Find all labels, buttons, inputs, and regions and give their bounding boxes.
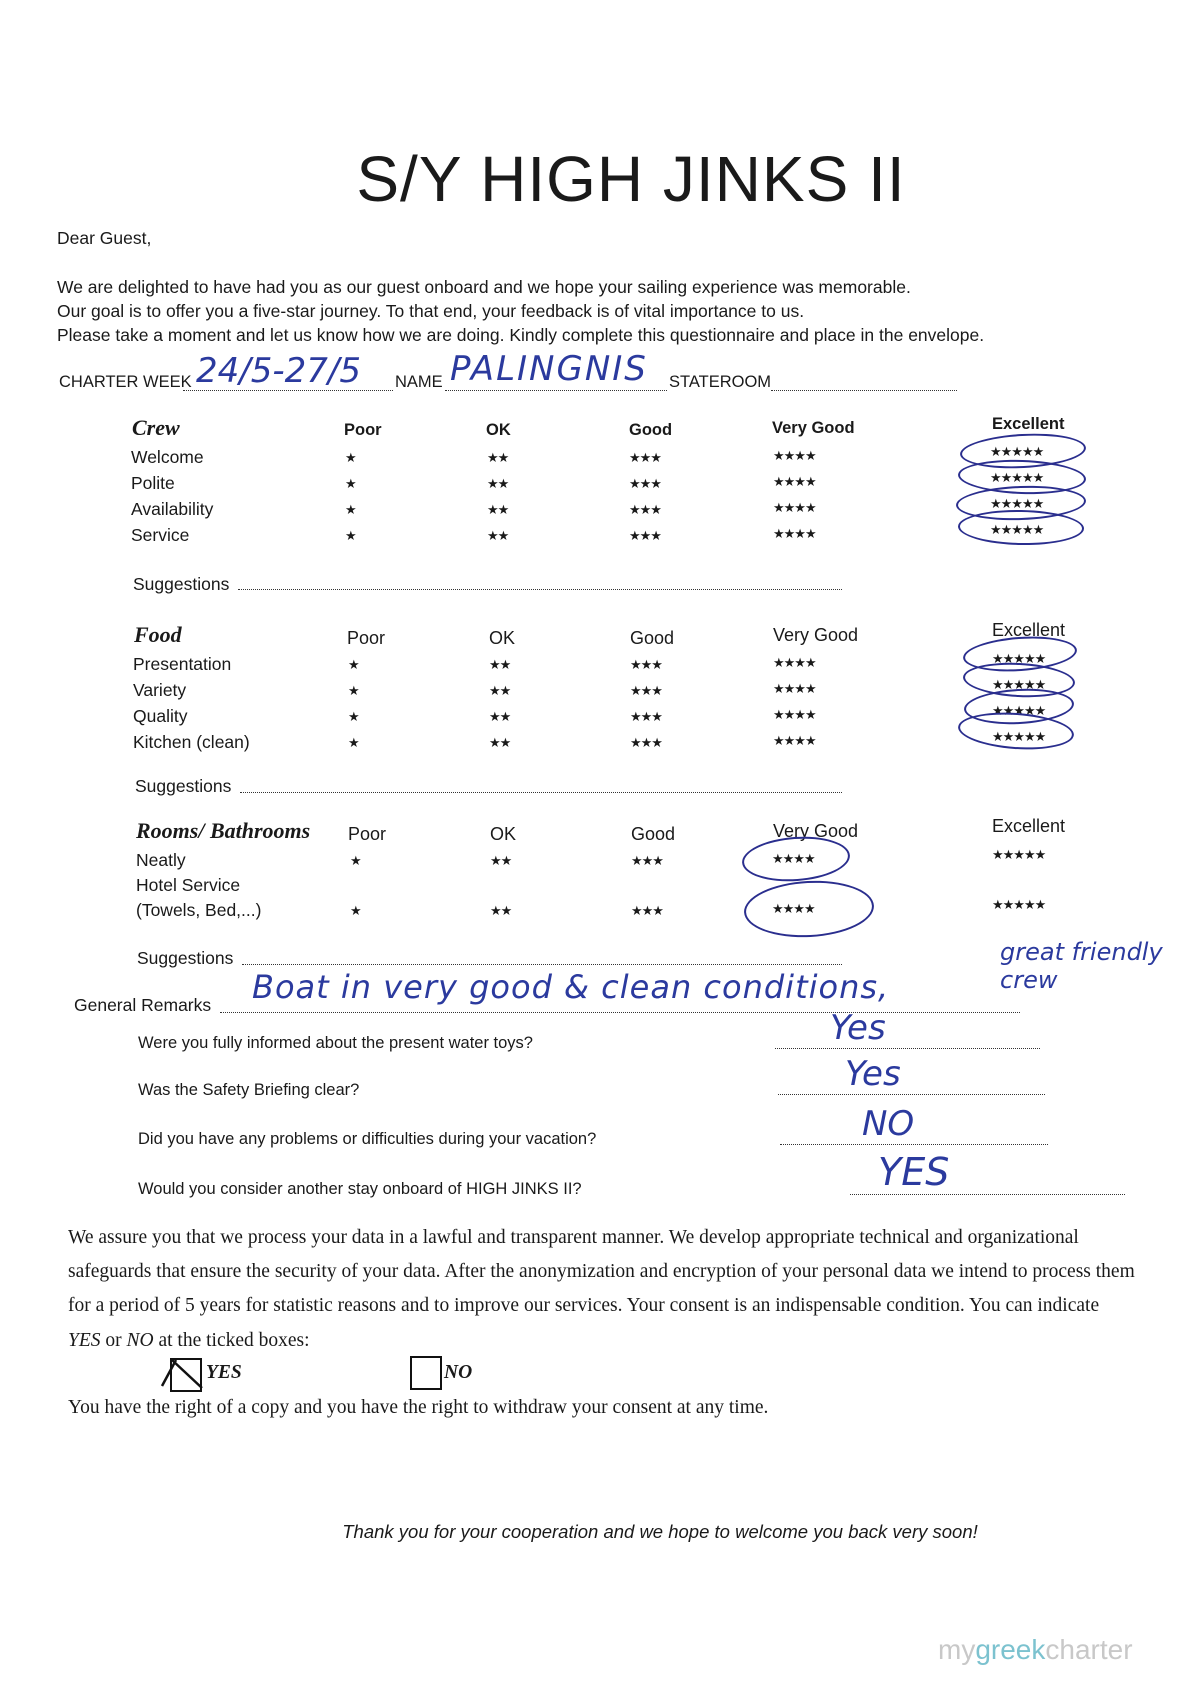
privacy-line-1: We assure you that we process your data in a lawful and transparent manner. We develop appropriate technical and organizational	[68, 1227, 1079, 1248]
rating-star-very-good[interactable]: ★★★★	[773, 733, 816, 748]
privacy-or: or	[100, 1330, 127, 1351]
column-ok: OK	[490, 824, 517, 844]
form-title: S/Y HIGH JINKS II	[356, 143, 906, 215]
category-heading-food: Food	[134, 622, 182, 647]
row-label-kitchen: Kitchen (clean)	[133, 732, 250, 752]
row-label-neatly: Neatly	[136, 850, 186, 870]
column-good: Good	[629, 421, 673, 439]
question-water-toys: Were you fully informed about the present water toys?	[138, 1034, 533, 1052]
rating-star-ok[interactable]: ★★	[487, 528, 509, 543]
answer-field[interactable]	[778, 1076, 1045, 1095]
selection-circle	[958, 509, 1085, 546]
rating-star-ok[interactable]: ★★	[489, 683, 511, 698]
rating-star-poor[interactable]: ★	[345, 450, 356, 465]
question-another-stay: Would you consider another stay onboard of HIGH JINKS II?	[138, 1180, 582, 1198]
rating-star-excellent[interactable]: ★★★★★	[990, 522, 1044, 537]
selection-circle	[741, 833, 852, 884]
column-ok: OK	[486, 421, 511, 439]
row-label-availability: Availability	[131, 499, 214, 519]
rating-star-very-good[interactable]: ★★★★	[773, 681, 816, 696]
suggestions-field[interactable]	[240, 774, 842, 793]
watermark	[938, 1634, 1133, 1666]
charter-week-value: 24/5-27/5	[196, 351, 361, 391]
rating-star-ok[interactable]: ★★	[487, 450, 509, 465]
answer-water-toys: Yes	[830, 1008, 886, 1048]
rating-star-poor[interactable]: ★	[345, 528, 356, 543]
rating-star-very-good[interactable]: ★★★★	[773, 474, 816, 489]
consent-yes-checkbox[interactable]	[170, 1358, 202, 1392]
rating-star-very-good[interactable]: ★★★★	[772, 901, 815, 916]
row-label-polite: Polite	[131, 473, 175, 493]
rating-star-excellent[interactable]: ★★★★★	[992, 703, 1046, 718]
rating-star-poor[interactable]: ★	[350, 853, 361, 868]
rating-star-excellent[interactable]: ★★★★★	[992, 651, 1046, 666]
rating-star-ok[interactable]: ★★	[487, 476, 509, 491]
rating-star-good[interactable]: ★★★	[630, 657, 662, 672]
closing-message: Thank you for your cooperation and we hope to welcome you back very soon!	[342, 1521, 978, 1542]
general-remarks-label: General Remarks	[74, 995, 212, 1015]
rating-star-excellent[interactable]: ★★★★★	[992, 847, 1046, 862]
rating-star-poor[interactable]: ★	[345, 502, 356, 517]
rating-star-very-good[interactable]: ★★★★	[773, 707, 816, 722]
category-heading-rooms: Rooms/ Bathrooms	[136, 818, 311, 843]
question-problems: Did you have any problems or difficulties during your vacation?	[138, 1130, 597, 1148]
rating-star-very-good[interactable]: ★★★★	[773, 500, 816, 515]
rating-star-ok[interactable]: ★★	[490, 903, 512, 918]
consent-yes-label: YES	[206, 1362, 242, 1383]
column-poor: Poor	[348, 824, 387, 844]
column-very-good: Very Good	[773, 625, 859, 645]
rating-star-ok[interactable]: ★★	[489, 709, 511, 724]
privacy-no-word: NO	[126, 1330, 154, 1351]
rating-star-excellent[interactable]: ★★★★★	[992, 677, 1046, 692]
privacy-rest: at the ticked boxes:	[153, 1330, 310, 1351]
rating-star-poor[interactable]: ★	[345, 476, 356, 491]
rating-star-good[interactable]: ★★★	[630, 735, 662, 750]
row-label-variety: Variety	[133, 680, 187, 700]
column-good: Good	[631, 824, 676, 844]
suggestions-label: Suggestions	[135, 776, 232, 796]
rating-star-very-good[interactable]: ★★★★	[772, 851, 815, 866]
checkmark-icon	[158, 1356, 208, 1390]
watermark-left: my	[938, 1634, 976, 1665]
selection-circle	[743, 878, 876, 941]
name-label: NAME	[395, 373, 443, 391]
answer-safety-briefing: Yes	[845, 1054, 901, 1094]
intro-line-3: Please take a moment and let us know how we are doing. Kindly complete this questionnaire and place in the envelope.	[57, 325, 985, 345]
rating-star-good[interactable]: ★★★	[631, 903, 663, 918]
row-label-welcome: Welcome	[131, 447, 204, 467]
general-remarks-value: great friendly crew	[1000, 938, 1163, 994]
answer-field[interactable]	[775, 1030, 1040, 1049]
column-excellent: Excellent	[992, 415, 1065, 433]
column-poor: Poor	[344, 421, 382, 439]
rating-star-poor[interactable]: ★	[348, 683, 359, 698]
suggestions-field[interactable]	[242, 946, 842, 965]
rating-star-excellent[interactable]: ★★★★★	[992, 897, 1046, 912]
general-remarks-value: Boat in very good & clean conditions,	[252, 968, 890, 1006]
intro-line-2: Our goal is to offer you a five-star journey. To that end, your feedback is of vital importance to us.	[57, 301, 805, 321]
column-poor: Poor	[347, 628, 386, 648]
suggestions-label: Suggestions	[133, 574, 230, 594]
rating-star-excellent[interactable]: ★★★★★	[990, 470, 1044, 485]
privacy-line-3: for a period of 5 years for statistic reasons and to improve our services. Your consent is an indispensable condition. You can indicate	[68, 1295, 1100, 1316]
watermark-mid: greek	[975, 1634, 1046, 1665]
rating-star-poor[interactable]: ★	[350, 903, 361, 918]
rating-star-very-good[interactable]: ★★★★	[773, 526, 816, 541]
intro-line-1: We are delighted to have had you as our guest onboard and we hope your sailing experience was memorable.	[57, 277, 911, 297]
stateroom-field[interactable]	[771, 372, 957, 391]
row-label-hotel-service: Hotel Service	[136, 875, 241, 895]
rating-star-very-good[interactable]: ★★★★	[773, 655, 816, 670]
rating-star-poor[interactable]: ★	[348, 657, 359, 672]
rights-text: You have the right of a copy and you have the right to withdraw your consent at any time.	[68, 1397, 769, 1418]
watermark-right: charter	[1045, 1634, 1133, 1665]
rating-star-excellent[interactable]: ★★★★★	[990, 496, 1044, 511]
consent-no-checkbox[interactable]	[410, 1356, 442, 1390]
rating-star-good[interactable]: ★★★	[630, 683, 662, 698]
rating-star-good[interactable]: ★★★	[629, 528, 661, 543]
rating-star-poor[interactable]: ★	[348, 709, 359, 724]
stateroom-label: STATEROOM	[669, 373, 772, 391]
row-label-quality: Quality	[133, 706, 188, 726]
column-very-good: Very Good	[772, 419, 855, 437]
rating-star-ok[interactable]: ★★	[487, 502, 509, 517]
rating-star-excellent[interactable]: ★★★★★	[992, 729, 1046, 744]
rating-star-good[interactable]: ★★★	[630, 709, 662, 724]
name-value: PALINGNIS	[450, 349, 648, 389]
row-label-towels-bed: (Towels, Bed,...)	[136, 900, 262, 920]
rating-star-very-good[interactable]: ★★★★	[773, 448, 816, 463]
suggestions-field[interactable]	[238, 571, 842, 590]
privacy-line-4	[68, 1330, 310, 1352]
answer-problems: NO	[862, 1104, 915, 1144]
category-heading-crew: Crew	[132, 415, 180, 440]
suggestions-label: Suggestions	[137, 948, 234, 968]
row-label-presentation: Presentation	[133, 654, 232, 674]
privacy-yes-word: YES	[68, 1330, 101, 1351]
column-very-good: Very Good	[773, 821, 859, 841]
rating-star-ok[interactable]: ★★	[490, 853, 512, 868]
rating-star-good[interactable]: ★★★	[629, 476, 661, 491]
question-safety-briefing: Was the Safety Briefing clear?	[138, 1081, 360, 1099]
column-excellent: Excellent	[992, 816, 1066, 836]
rating-star-excellent[interactable]: ★★★★★	[990, 444, 1044, 459]
rating-star-good[interactable]: ★★★	[631, 853, 663, 868]
rating-star-good[interactable]: ★★★	[629, 502, 661, 517]
rating-star-ok[interactable]: ★★	[489, 735, 511, 750]
answer-another-stay: YES	[878, 1150, 950, 1194]
column-ok: OK	[489, 628, 516, 648]
column-good: Good	[630, 628, 675, 648]
row-label-service: Service	[131, 525, 190, 545]
consent-no-label: NO	[444, 1362, 473, 1383]
charter-week-label: CHARTER WEEK	[59, 373, 192, 391]
column-excellent: Excellent	[992, 620, 1066, 640]
privacy-line-2: safeguards that ensure the security of your data. After the anonymization and encryption of your personal data we intend to process them	[68, 1261, 1135, 1282]
rating-star-poor[interactable]: ★	[348, 735, 359, 750]
rating-star-good[interactable]: ★★★	[629, 450, 661, 465]
greeting: Dear Guest,	[57, 228, 152, 248]
rating-star-ok[interactable]: ★★	[489, 657, 511, 672]
